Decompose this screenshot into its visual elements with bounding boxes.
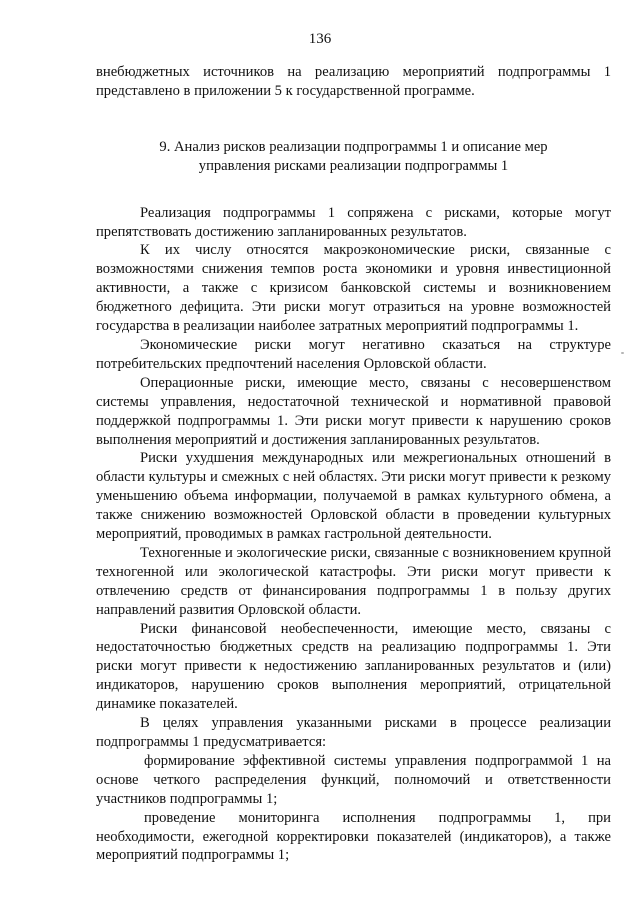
scan-speck <box>621 352 624 354</box>
body-paragraph: Техногенные и экологические риски, связанные с возникновением крупной техногенной или экологической катастрофы. Эти риски могут привести к отвлечению средств от финансирования подпрограммы 1 в пользу других направлений развития Орловской области. <box>96 544 611 618</box>
body-paragraph: К их числу относятся макроэкономические риски, связанные с возможностями снижения темпов роста экономики и уровня инвестиционной активности, а также с кризисом банковской системы и возникновением бюджетного дефицита. Эти риски могут отразиться на уровне возможностей государства в реализации наиболее затратных мероприятий подпрограммы 1. <box>96 242 611 335</box>
body-paragraph: Экономические риски могут негативно сказаться на структуре потребительских предпочтений населения Орловской области. <box>96 336 611 372</box>
body-paragraph: Операционные риски, имеющие место, связаны с несовершенством системы управления, недостаточной технической и нормативной правовой поддержкой подпрограммы 1. Эти риски могут привести к нарушению сроков выполнения мероприятий и достижения запланированных результатов. <box>96 374 611 448</box>
body-paragraph: В целях управления указанными рисками в процессе реализации подпрограммы 1 предусматривается: <box>96 715 611 750</box>
body-paragraph: Реализация подпрограммы 1 сопряжена с рисками, которые могут препятствовать достижению запланированных результатов. <box>96 204 611 240</box>
body-paragraph: Риски финансовой необеспеченности, имеющие место, связаны с недостаточностью бюджетных средств на реализацию подпрограммы 1. Эти риски могут привести к недостижению запланированных результатов и (или) индикаторов, нарушению сроков выполнения мероприятий, отрицательной динамике показателей. <box>96 620 611 713</box>
measure-item: формирование эффективной системы управления подпрограммой 1 на основе четкого распределения функций, полномочий и ответственности участников подпрограммы 1; <box>96 752 611 807</box>
section-heading-line: управления рисками реализации подпрограммы 1 <box>198 157 509 174</box>
page-number: 136 <box>308 31 332 47</box>
section-heading <box>96 138 611 176</box>
continuation-paragraph: внебюджетных источников на реализацию мероприятий подпрограммы 1 представлено в приложении 5 к государственной программе. <box>96 64 611 99</box>
body-paragraph: Риски ухудшения международных или межрегиональных отношений в области культуры и смежных с ней областях. Эти риски могут привести к резкому уменьшению объема информации, получаемой в рамках культурного обмена, а также снижению возможностей Орловской области в проведении культурных мероприятий, проводимых в рамках гастрольной деятельности. <box>96 450 611 543</box>
section-heading-line: 9. Анализ рисков реализации подпрограммы 1 и описание мер <box>159 138 548 155</box>
document-body <box>96 63 611 865</box>
measure-item: проведение мониторинга исполнения подпрограммы 1, при необходимости, ежегодной корректировки показателей (индикаторов), а также мероприятий подпрограммы 1; <box>96 809 611 864</box>
